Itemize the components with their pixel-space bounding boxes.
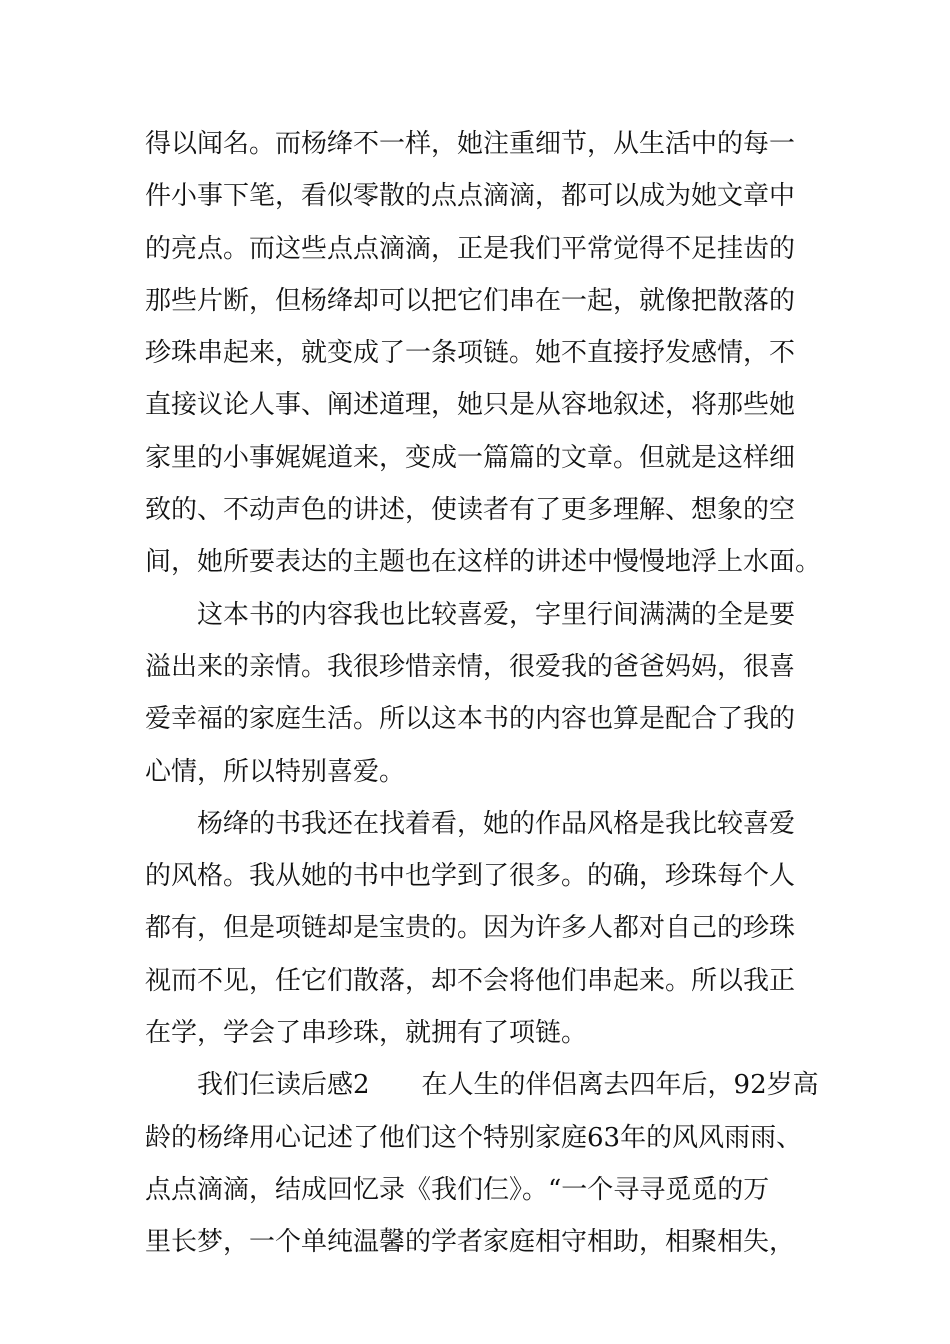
body-text	[145, 118, 822, 1269]
section-2-opening-text: 在人生的伴侣离去四年后，92岁高	[421, 1070, 819, 1101]
text-line: 在学，学会了串珍珠，就拥有了项链。	[145, 1018, 588, 1049]
text-line: 的亮点。而这些点点滴滴，正是我们平常觉得不足挂齿的	[145, 233, 796, 264]
text-line: 点点滴滴，结成回忆录《我们仨》。“一个寻寻觅觅的万	[145, 1174, 770, 1205]
paragraph-1	[145, 118, 822, 589]
text-line: 都有，但是项链却是宝贵的。因为许多人都对自己的珍珠	[145, 913, 796, 944]
text-line: 龄的杨绛用心记述了他们这个特别家庭63年的风风雨雨、	[145, 1122, 803, 1153]
text-line: 的风格。我从她的书中也学到了很多。的确，珍珠每个人	[145, 861, 796, 892]
text-line: 家里的小事娓娓道来，变成一篇篇的文章。但就是这样细	[145, 442, 796, 473]
text-line: 杨绛的书我还在找着看，她的作品风格是我比较喜爱	[197, 808, 796, 839]
text-line: 溢出来的亲情。我很珍惜亲情，很爱我的爸爸妈妈，很喜	[145, 651, 796, 682]
paragraph-3	[145, 798, 810, 1059]
text-line: 爱幸福的家庭生活。所以这本书的内容也算是配合了我的	[145, 704, 796, 735]
text-line: 致的、不动声色的讲述，使读者有了更多理解、想象的空	[145, 495, 796, 526]
text-line: 那些片断，但杨绛却可以把它们串在一起，就像把散落的	[145, 285, 796, 316]
text-line: 间，她所要表达的主题也在这样的讲述中慢慢地浮上水面。	[145, 547, 822, 578]
text-line: 这本书的内容我也比较喜爱，字里行间满满的全是要	[197, 599, 796, 630]
section-2	[145, 1059, 819, 1268]
text-line: 珍珠串起来，就变成了一条项链。她不直接抒发感情，不	[145, 338, 796, 369]
text-line: 件小事下笔，看似零散的点点滴滴，都可以成为她文章中	[145, 181, 796, 212]
paragraph-2	[145, 589, 810, 798]
text-line: 心情，所以特别喜爱。	[145, 756, 406, 787]
text-line: 视而不见，任它们散落，却不会将他们串起来。所以我正	[145, 965, 796, 996]
section-2-first-line	[145, 1059, 819, 1111]
text-line: 里长梦，一个单纯温馨的学者家庭相守相助，相聚相失，	[145, 1227, 796, 1258]
text-line: 直接议论人事、阐述道理，她只是从容地叙述，将那些她	[145, 390, 796, 421]
section-heading: 我们仨读后感2	[197, 1070, 370, 1101]
text-line: 得以闻名。而杨绛不一样，她注重细节，从生活中的每一	[145, 129, 796, 159]
